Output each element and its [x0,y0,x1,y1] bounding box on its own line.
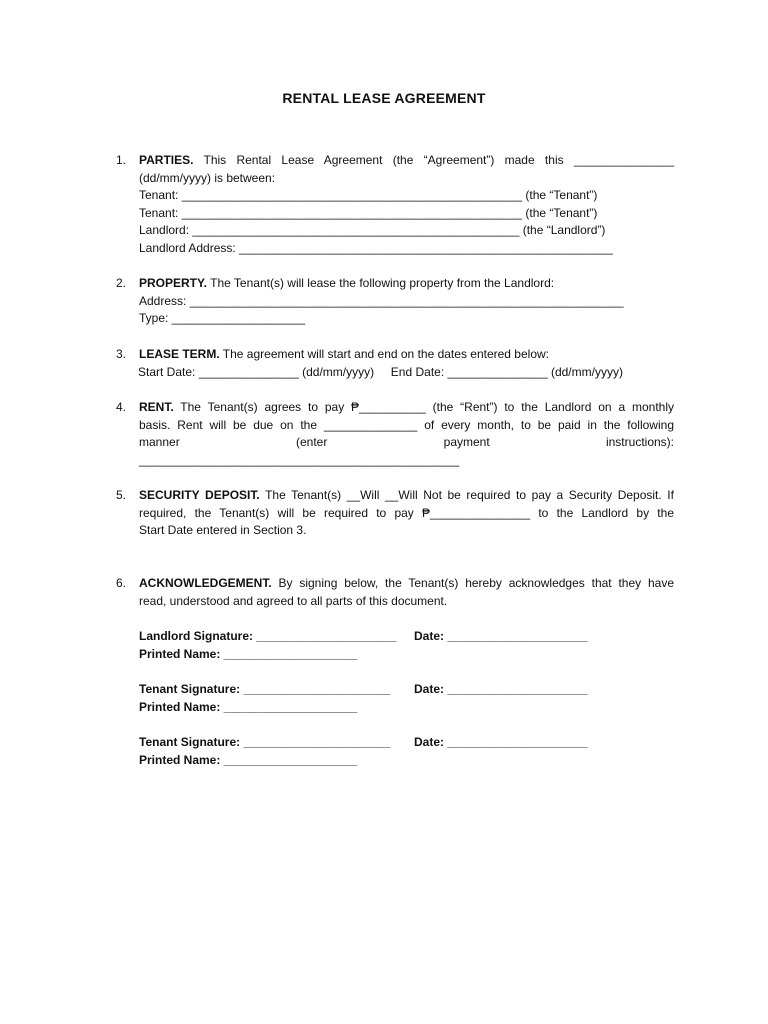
ack-line-2: read, understood and agreed to all parts of this document. [139,593,448,608]
deposit-line-3: Start Date entered in Section 3. [139,523,307,538]
section-acknowledgement [116,575,674,610]
tenant-2-printed-name-field[interactable]: Printed Name: ____________________ [139,752,358,767]
landlord-address-field[interactable]: Landlord Address: ________________________________________________________ [139,240,613,255]
rent-payment-instructions-field[interactable]: ________________________________________________ [139,452,460,467]
tenant-field-2[interactable]: Tenant: ___________________________________________________ (the “Tenant”) [139,205,598,220]
signature-row [139,734,674,752]
lease-term-text: The agreement will start and end on the dates entered below: [219,347,549,361]
rent-line-2: basis. Rent will be due on the ______________ of every month, to be paid in the following [139,417,674,432]
rent-line-3: manner (enter payment instructions): [139,435,674,450]
section-property [116,275,674,328]
parties-heading: PARTIES. [139,153,194,167]
section-number: 2. [116,276,127,290]
section-number: 6. [116,576,127,590]
signature-block-landlord [116,628,674,663]
ack-line-1-text: By signing below, the Tenant(s) hereby acknowledges that they have [271,576,674,590]
section-rent [116,399,674,469]
tenant-2-signature-field[interactable]: Tenant Signature: ______________________ [139,735,391,749]
tenant-1-date-field[interactable]: Date: _____________________ [414,682,588,696]
signature-block-tenant-1 [116,681,674,716]
deposit-heading: SECURITY DEPOSIT. [139,488,260,502]
ack-heading: ACKNOWLEDGEMENT. [139,576,272,590]
deposit-line-1 [139,487,674,505]
property-heading: PROPERTY. [139,276,208,290]
section-lease-term [116,346,674,381]
section-parties [116,152,674,258]
property-address-field[interactable]: Address: _________________________________________________________________ [139,293,624,308]
tenant-1-printed-name-field[interactable]: Printed Name: ____________________ [139,699,358,714]
landlord-date-field[interactable]: Date: _____________________ [414,629,588,643]
lease-dates-field[interactable]: Start Date: _______________ (dd/mm/yyyy) End Date: _______________ (dd/mm/yyyy) [138,364,623,379]
lease-term-heading: LEASE TERM. [139,347,220,361]
landlord-field[interactable]: Landlord: _________________________________________________ (the “Landlord”) [139,223,606,238]
property-intro [139,275,674,293]
landlord-printed-name-field[interactable]: Printed Name: ____________________ [139,646,358,661]
signature-block-tenant-2 [116,734,674,769]
landlord-signature-field[interactable]: Landlord Signature: _____________________ [139,629,397,643]
rent-line-1 [139,399,674,417]
document-title: RENTAL LEASE AGREEMENT [282,90,486,106]
rent-line-1-text: The Tenant(s) agrees to pay ₱__________ (the “Rent”) to the Landlord on a monthly [173,400,674,414]
lease-term-intro [139,346,674,364]
tenant-2-date-field[interactable]: Date: _____________________ [414,735,588,749]
signature-row [139,681,674,699]
rent-heading: RENT. [139,400,174,414]
parties-intro [139,152,674,170]
ack-line-1 [139,575,674,593]
property-type-field[interactable]: Type: ____________________ [139,311,306,326]
section-number: 4. [116,400,127,414]
section-number: 3. [116,347,127,361]
section-security-deposit [116,487,674,540]
parties-intro-text: This Rental Lease Agreement (the “Agreement”) made this _______________ [193,153,674,167]
property-text: The Tenant(s) will lease the following property from the Landlord: [207,276,555,290]
deposit-line-1-text: The Tenant(s) __Will __Will Not be required to pay a Security Deposit. If [259,488,674,502]
deposit-line-2: required, the Tenant(s) will be required to pay ₱_______________ to the Landlord by the [139,505,674,520]
tenant-field-1[interactable]: Tenant: ___________________________________________________ (the “Tenant”) [139,188,598,203]
section-number: 1. [116,153,127,167]
section-number: 5. [116,488,127,502]
signature-row [139,628,674,646]
parties-date-format: (dd/mm/yyyy) is between: [139,170,276,185]
tenant-1-signature-field[interactable]: Tenant Signature: ______________________ [139,682,391,696]
